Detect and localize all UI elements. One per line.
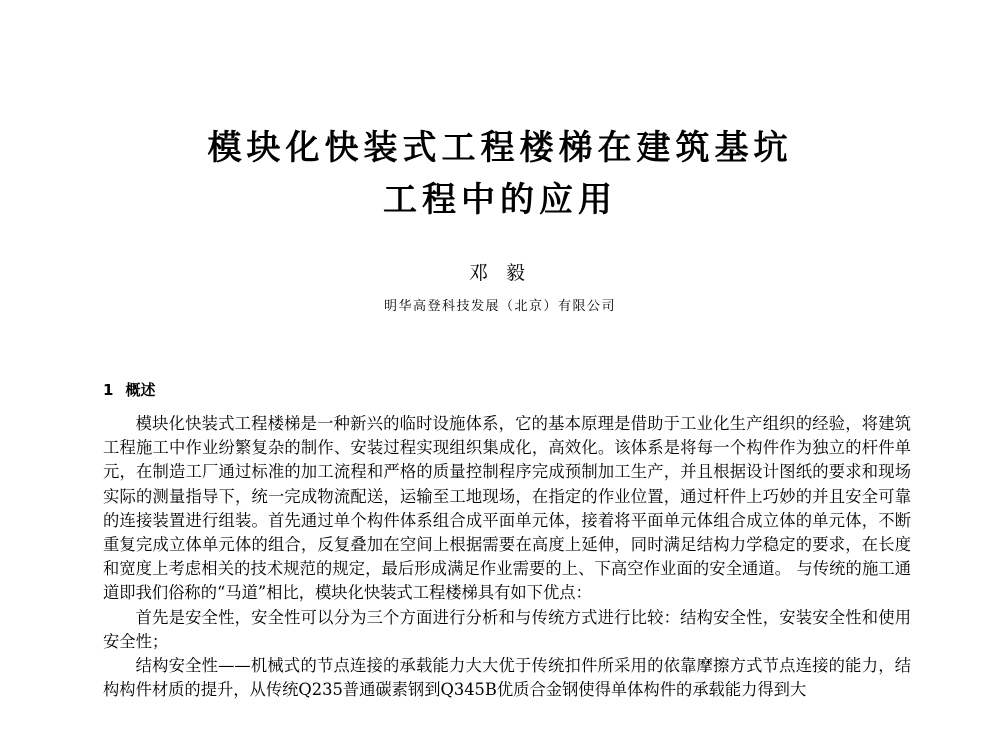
paper-title-line-2: 工程中的应用 (383, 180, 617, 220)
paragraph: 模块化快装式工程楼梯是一种新兴的临时设施体系，它的基本原理是借助于工业化生产组织的经验，将建筑工程施工中作业纷繁复杂的制作、安装过程实现组织集成化，高效化。该体系是将每一个构件作为独立的杆件单元，在制造工厂通过标准的加工流程和严格的质量控制程序完成预制加工生产，并且根据设计图纸的要求和现场实际的测量指导下，统一完成物流配送，运输至工地现场，在指定的作业位置，通过杆件上巧妙的并且安全可靠的连接装置进行组装。首先通过单个构件体系组合成平面单元体，接着将平面单元体组合成立体的单元体，不断重复完成立体单元体的组合，反复叠加在空间上根据需要在高度上延伸，同时满足结构力学稳定的要求，在长度和宽度上考虑相关的技术规范的规定，最后形成满足作业需要的上、下高空作业面的安全通道。 与传统的施工通道即我们俗称的“马道”相比，模块化快装式工程楼梯具有如下优点： (103, 414, 911, 603)
paragraph: 首先是安全性，安全性可以分为三个方面进行分析和与传统方式进行比较：结构安全性，安装安全性和使用安全性； (103, 607, 911, 651)
paper-title-line-1: 模块化快装式工程楼梯在建筑基坑 (207, 128, 793, 168)
section-heading (103, 379, 155, 401)
paragraph: 结构安全性——机械式的节点连接的承载能力大大优于传统扣件所采用的依靠摩擦方式节点连接的能力，结构构件材质的提升，从传统Q235普通碳素钢到Q345B优质合金钢使得单体构件的承载能力得到大 (103, 656, 911, 700)
section-number: 1 (103, 381, 114, 399)
author-affiliation: 明华高登科技发展（北京）有限公司 (383, 299, 616, 314)
section-body (103, 412, 911, 702)
author-name: 邓 毅 (468, 262, 532, 284)
section-title: 概述 (125, 381, 156, 399)
